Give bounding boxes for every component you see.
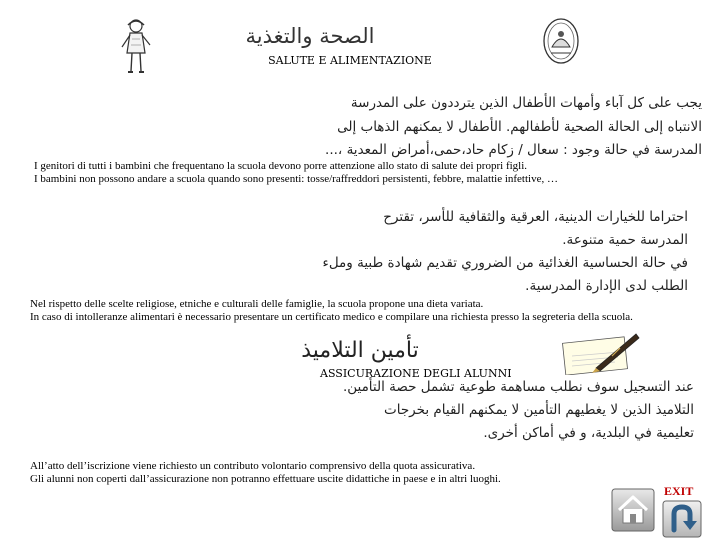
insurance-title-italian: ASSICURAZIONE DEGLI ALUNNI xyxy=(320,367,512,380)
text-line: احتراما للخيارات الدينية، العرقية والثقافية للأسر، تقترح xyxy=(383,209,688,225)
text-line: عند التسجيل سوف نطلب مساهمة طوعية تشمل حصة التأمين. xyxy=(342,379,694,395)
text-line: المدرسة في حالة وجود : سعال / زكام حاد،حمى،أمراض المعدية ،... xyxy=(325,142,702,158)
text-line: المدرسة حمية متنوعة. xyxy=(562,232,688,248)
text-line: I genitori di tutti i bambini che frequentano la scuola devono porre attenzione allo stato di salute dei propri figli. xyxy=(34,160,528,172)
text-line: In caso di intolleranze alimentari è necessario presentare un certificato medico e compilare una richiesta presso la segreteria della scuola. xyxy=(30,311,633,323)
page-title-italian: SALUTE E ALIMENTAZIONE xyxy=(268,54,432,67)
text-line: في حالة الحساسية الغذائية من الضروري تقديم شهادة طبية وملء xyxy=(322,255,688,271)
home-button[interactable] xyxy=(611,488,655,532)
insurance-paragraph-arabic xyxy=(90,376,694,445)
health-paragraph-arabic xyxy=(30,92,702,163)
diet-paragraph-arabic xyxy=(60,206,688,298)
text-line: Nel rispetto delle scelte religiose, etniche e culturali delle famiglie, la scuola propone una dieta variata. xyxy=(30,298,484,310)
fountain-pen-icon xyxy=(560,330,640,375)
child-illustration-icon xyxy=(118,17,154,75)
exit-label[interactable]: EXIT xyxy=(664,484,694,498)
insurance-title-arabic: تأمين التلاميذ xyxy=(301,338,419,363)
text-line: All’atto dell’iscrizione viene richiesto un contributo volontario comprensivo della quota assicurativa. xyxy=(30,460,476,472)
text-line: يجب على كل آباء وأمهات الأطفال الذين يترددون على المدرسة xyxy=(350,95,702,111)
page-title-arabic: الصحة والتغذية xyxy=(245,24,375,48)
health-paragraph-italian xyxy=(34,160,684,186)
text-line: Gli alunni non coperti dall’assicurazione non potranno effettuare uscite didattiche in paese e in altri luoghi. xyxy=(30,473,501,485)
text-line: I bambini non possono andare a scuola quando sono presenti: tosse/raffreddori persistenti, febbre, malattie infettive, … xyxy=(34,173,558,185)
diet-paragraph-italian xyxy=(30,298,710,324)
text-line: الانتباه إلى الحالة الصحية لأطفالهم. الأطفال لا يمكنهم الذهاب إلى xyxy=(337,118,702,135)
text-line: التلاميذ الذين لا يغطيهم التأمين لا يمكنهم القيام بخرجات xyxy=(384,402,694,418)
text-line: الطلب لدى الإدارة المدرسية. xyxy=(525,278,688,294)
exit-button[interactable] xyxy=(662,500,702,538)
text-line: تعليمية في البلدية، و في أماكن أخرى. xyxy=(483,425,694,441)
insurance-paragraph-italian xyxy=(30,460,590,486)
